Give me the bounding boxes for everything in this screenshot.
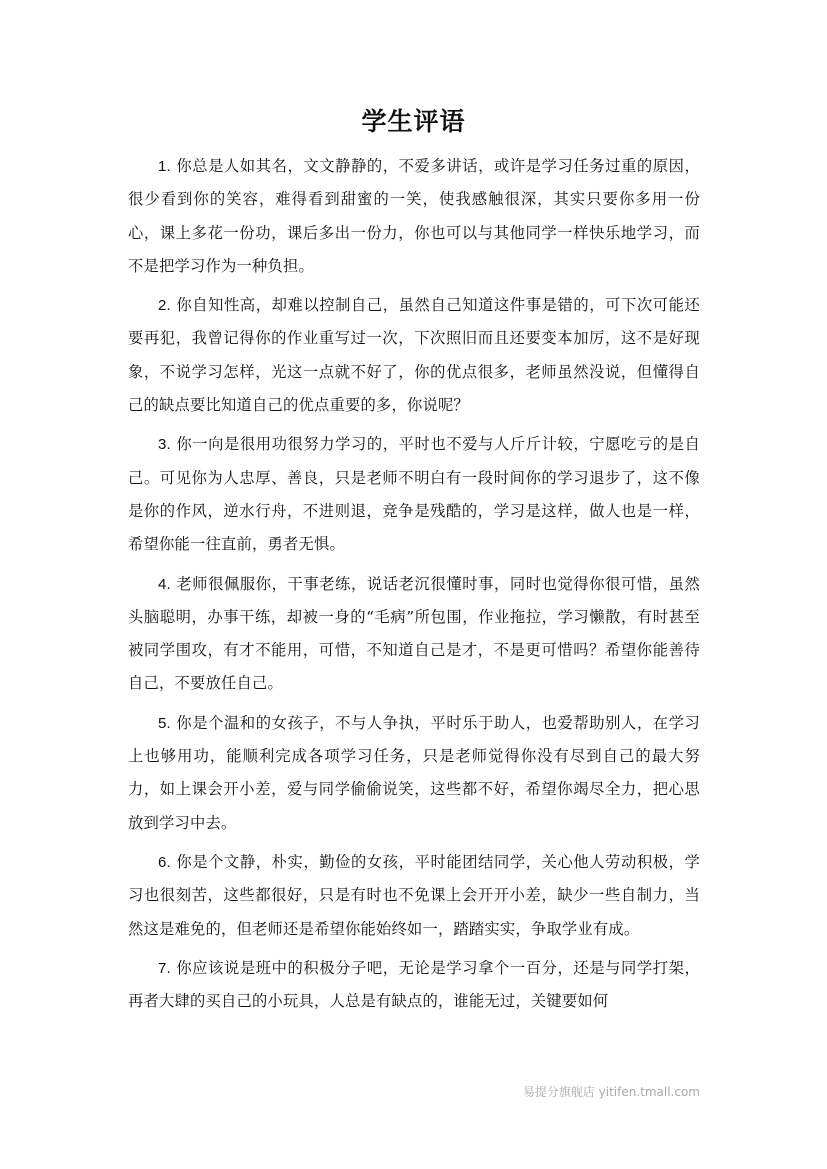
paragraph-text: 老师很佩服你，干事老练，说话老沉很懂时事，同时也觉得你很可惜，虽然头脑聪明，办事干练，却被一身的“毛病”所包围，作业拖拉，学习懒散，有时甚至被同学围攻，有才不能用，可惜，不知道自己是才，不是更可惜吗？希望你能善待自己，不要放任自己。 [128, 574, 701, 693]
footer-watermark: 易提分旗舰店 yitifen.tmall.com [522, 1085, 700, 1099]
paragraph-number: 6. [158, 853, 171, 871]
paragraph-number: 2. [158, 297, 171, 315]
comments-body [128, 150, 700, 1024]
paragraph-text: 你是个温和的女孩子，不与人争执，平时乐于助人，也爱帮助别人，在学习上也够用功，能顺利完成各项学习任务，只是老师觉得你没有尽到自己的最大努力，如上课会开小差，爱与同学偷偷说笑，这些都不好，希望你竭尽全力，把心思放到学习中去。 [128, 713, 701, 832]
comment-paragraph [128, 568, 700, 701]
comment-paragraph [128, 150, 700, 283]
paragraph-number: 5. [158, 714, 171, 732]
paragraph-number: 4. [158, 575, 171, 593]
paragraph-text: 你一向是很用功很努力学习的，平时也不爱与人斤斤计较，宁愿吃亏的是自己。可见你为人忠厚、善良，只是老师不明白有一段时间你的学习退步了，这不像是你的作风，逆水行舟，不进则退，竞争是残酷的，学习是这样，做人也是一样，希望你能一往直前，勇者无惧。 [128, 435, 701, 554]
paragraph-text: 你是个文静，朴实，勤俭的女孩，平时能团结同学，关心他人劳动积极，学习也很刻苦，这些都很好，只是有时也不免课上会开开小差，缺少一些自制力，当然这是难免的，但老师还是希望你能始终如一，踏踏实实，争取学业有成。 [128, 852, 701, 938]
paragraph-text: 你应该说是班中的积极分子吧，无论是学习拿个一百分，还是与同学打架，再者大肆的买自己的小玩具，人总是有缺点的，谁能无过，关键要如何 [128, 958, 701, 1011]
paragraph-number: 3. [158, 436, 171, 454]
comment-paragraph [128, 428, 700, 561]
paragraph-number: 7. [158, 959, 171, 977]
paragraph-text: 你总是人如其名，文文静静的，不爱多讲话，或许是学习任务过重的原因，很少看到你的笑容，难得看到甜蜜的一笑，使我感触很深，其实只要你多用一份心，课上多花一份功，课后多出一份力，你也可以与其他同学一样快乐地学习，而不是把学习作为一种负担。 [128, 157, 701, 275]
comment-paragraph [128, 289, 700, 422]
comment-paragraph [128, 952, 700, 1019]
comment-paragraph [128, 707, 700, 840]
paragraph-number: 1. [158, 158, 171, 175]
comment-paragraph [128, 846, 700, 946]
paragraph-text: 你自知性高，却难以控制自己，虽然自己知道这件事是错的，可下次可能还要再犯，我曾记得你的作业重写过一次，下次照旧而且还要变本加厉，这不是好现象，不说学习怎样，光这一点就不好了，你的优点很多，老师虽然没说，但懂得自己的缺点要比知道自己的优点重要的多，你说呢？ [128, 296, 701, 415]
page-title: 学生评语 [361, 107, 466, 136]
